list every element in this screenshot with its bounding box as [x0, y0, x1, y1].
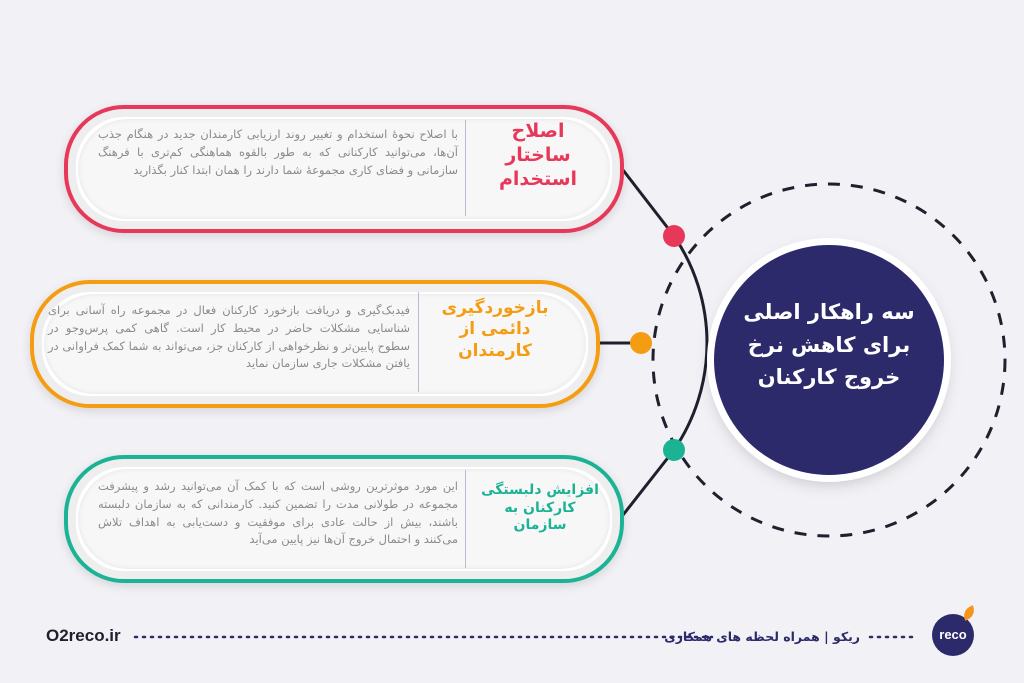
- card-feedback-title: بازخوردگیری دائمی از کارمندان: [441, 298, 549, 361]
- dot-orange: [630, 332, 652, 354]
- card-attachment-title: افزایش دلبستگی کارکنان به سازمان: [481, 482, 599, 533]
- card-recruitment-body: با اصلاح نحوهٔ استخدام و تغییر روند ارزیابی کارمندان جدید در هنگام جذب آن‌ها، می‌توانید کارکنانی که به طور بالقوه هماهنگی کم‌تری با فرهنگ سازمانی و فضای کاری مجموعهٔ شما دارند را همان ابتدا کنار بگذارید: [98, 127, 458, 177]
- reco-logo: [932, 614, 974, 656]
- card-attachment-body: این مورد موثرترین روشی است که با کمک آن می‌توانید رشد و پیشرفت مجموعه در طولانی مدت را تضمین کنید. کارمندانی که به سازمان دلبسته باشند، بیش از حالت عادی برای موفقیت و دست‌یابی به اهداف تلاش می‌کنند و احتمال خروج آن‌ها نیز پایین می‌آید: [98, 479, 458, 547]
- footer-tagline: ریکو | همراه لحظه های همکاری: [664, 629, 860, 644]
- card-recruitment-title: اصلاح ساختار استخدام: [498, 120, 578, 190]
- card-attachment-divider: [465, 470, 466, 568]
- website-url[interactable]: O2reco.ir: [46, 626, 121, 645]
- card-feedback-body: فیدبک‌گیری و دریافت بازخورد کارکنان فعال در مجموعه راه آسانی برای شناسایی مشکلات حاضر در محیط کار است. گاهی کمی پرس‌وجو در سطوح پایین‌تر و نظرخواهی از کارکنان جز، می‌تواند به شما کمک فراوانی در یافتن مشکلات جاری سازمان نماید: [48, 303, 410, 371]
- center-title: سه راهکار اصلی برای کاهش نرخ خروج کارکنان: [743, 300, 915, 390]
- reco-logo-text: reco: [939, 627, 967, 642]
- dot-teal: [663, 439, 685, 461]
- connector-line-1: [623, 170, 674, 236]
- connector-line-3: [623, 450, 674, 515]
- card-recruitment-divider: [465, 120, 466, 216]
- dot-red: [663, 225, 685, 247]
- card-feedback-divider: [418, 292, 419, 392]
